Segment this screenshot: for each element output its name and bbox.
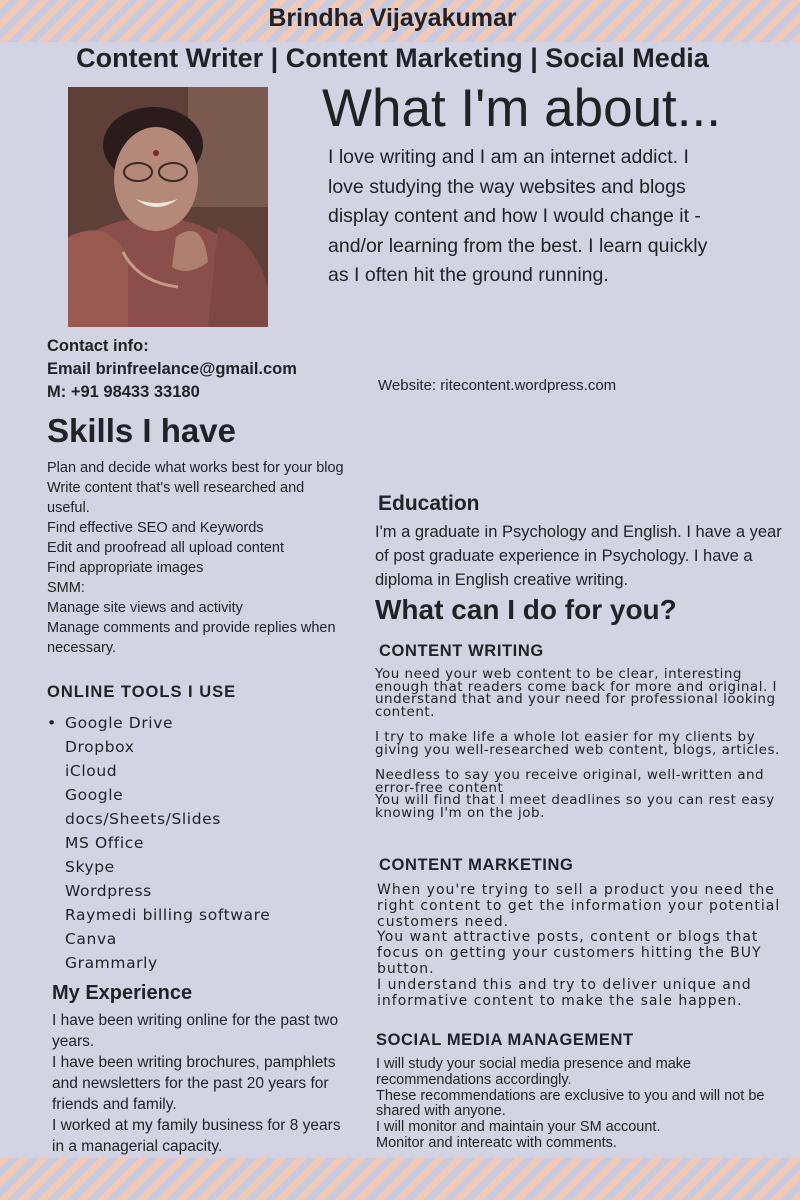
content-writing-paragraph: You will find that I meet deadlines so you can rest easy knowing I'm on the job. xyxy=(375,792,775,821)
skill-item: Edit and proofread all upload content xyxy=(47,540,285,556)
tool-item xyxy=(47,783,270,807)
tool-label: Google xyxy=(65,786,124,804)
about-text: I love writing and I am an internet addict. I love studying the way websites and blogs display content and how I would change it - and/or learning from the best. I learn quickly as I often hit the ground running. xyxy=(328,146,708,286)
tool-label: Google Drive xyxy=(65,714,174,732)
bullet-icon: • xyxy=(47,714,57,732)
social-media-title: SOCIAL MEDIA MANAGEMENT xyxy=(376,1031,634,1049)
experience-line: I worked at my family business for 8 years in a managerial capacity. xyxy=(52,1117,341,1155)
experience-title: My Experience xyxy=(52,982,193,1004)
headline: Content Writer | Content Marketing | Social Media xyxy=(76,43,709,73)
about-title: What I'm about... xyxy=(322,79,721,138)
website-link[interactable]: Website: ritecontent.wordpress.com xyxy=(378,377,617,394)
skill-item: Find appropriate images xyxy=(47,560,204,576)
content-marketing-title: CONTENT MARKETING xyxy=(379,856,574,874)
tool-label: Skype xyxy=(65,858,115,876)
social-media-line: These recommendations are exclusive to you and will not be shared with anyone. xyxy=(376,1087,765,1120)
tool-label: Grammarly xyxy=(65,954,158,972)
profile-photo xyxy=(68,87,268,327)
skill-item: Find effective SEO and Keywords xyxy=(47,520,264,536)
skill-item: Plan and decide what works best for your blog xyxy=(47,460,344,476)
content-marketing-line: I understand this and try to deliver unique and informative content to make the sale happen. xyxy=(377,976,752,1009)
tool-item xyxy=(47,903,270,927)
experience-text xyxy=(52,1010,352,1157)
skills-title: Skills I have xyxy=(47,412,236,449)
content-writing-paragraph: Needless to say you receive original, well-written and error-free content xyxy=(375,767,765,796)
skills-list xyxy=(47,458,347,658)
skill-item: Manage site views and activity xyxy=(47,600,243,616)
tool-label: iCloud xyxy=(65,762,118,780)
education-text: I'm a graduate in Psychology and English. I have a year of post graduate experience in Psychology. I have a diploma in English creative writing. xyxy=(375,523,782,589)
contact-heading: Contact info: xyxy=(47,337,149,355)
tool-label: docs/Sheets/Slides xyxy=(65,810,221,828)
tool-item xyxy=(47,759,270,783)
tools-list xyxy=(47,711,270,975)
tool-label: MS Office xyxy=(65,834,145,852)
skill-item: Manage comments and provide replies when necessary. xyxy=(47,620,336,656)
tool-item xyxy=(47,927,270,951)
tool-item xyxy=(47,735,270,759)
education-title: Education xyxy=(378,492,480,515)
skill-item: SMM: xyxy=(47,580,85,596)
tool-item xyxy=(47,807,270,831)
content-writing-paragraph: You need your web content to be clear, interesting enough that readers come back for more and original. I understand that and your need for professional looking content. xyxy=(375,666,778,720)
person-name: Brindha Vijayakumar xyxy=(268,4,517,32)
experience-line: I have been writing online for the past two years. xyxy=(52,1012,339,1050)
contact-email[interactable]: Email brinfreelance@gmail.com xyxy=(47,360,297,378)
content-marketing-text xyxy=(377,883,797,1009)
tool-item xyxy=(47,831,270,855)
skill-item: Write content that's well researched and useful. xyxy=(47,480,305,516)
content-writing-paragraph: I try to make life a whole lot easier for my clients by giving you well-researched web content, blogs, articles. xyxy=(375,729,780,758)
portrait-illustration xyxy=(68,87,268,327)
bottom-stripe-band xyxy=(0,1158,800,1200)
content-marketing-line: When you're trying to sell a product you need the right content to get the information your potential customers need. xyxy=(377,882,781,930)
experience-line: I have been writing brochures, pamphlets and newsletters for the past 20 years for friends and family. xyxy=(52,1054,336,1113)
social-media-line: Monitor and intereatc with comments. xyxy=(376,1134,617,1151)
tool-item xyxy=(47,879,270,903)
content-writing-text xyxy=(375,668,795,832)
tool-label: Dropbox xyxy=(65,738,135,756)
tool-item xyxy=(47,855,270,879)
tool-item xyxy=(47,711,270,735)
content-writing-title: CONTENT WRITING xyxy=(379,642,544,660)
contact-info xyxy=(47,335,297,404)
content-marketing-line: You want attractive posts, content or blogs that focus on getting your customers hitting the BUY button. xyxy=(377,929,762,977)
services-title: What can I do for you? xyxy=(375,594,677,625)
social-media-line: I will monitor and maintain your SM account. xyxy=(376,1119,661,1136)
social-media-text xyxy=(376,1057,776,1152)
tools-title: ONLINE TOOLS I USE xyxy=(47,683,237,701)
tool-label: Canva xyxy=(65,930,117,948)
tool-label: Wordpress xyxy=(65,882,152,900)
tool-label: Raymedi billing software xyxy=(65,906,271,924)
social-media-line: I will study your social media presence and make recommendations accordingly. xyxy=(376,1056,692,1088)
contact-mobile: M: +91 98433 33180 xyxy=(47,383,200,401)
tool-item xyxy=(47,951,270,975)
